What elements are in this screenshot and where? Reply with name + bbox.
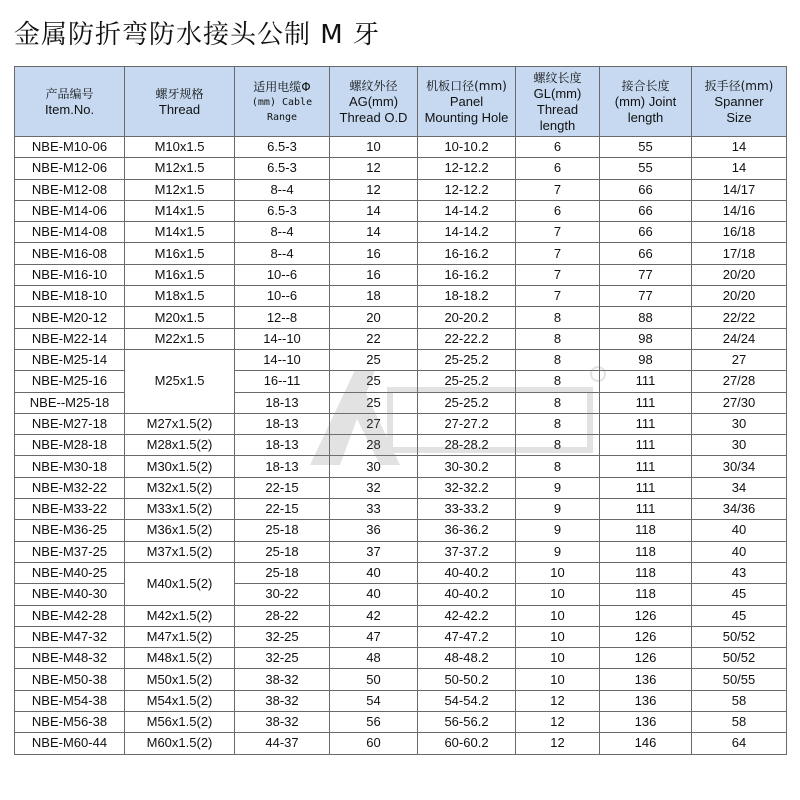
cell-item-no: NBE-M40-30	[15, 584, 125, 605]
cell-mounting-hole: 12-12.2	[418, 179, 516, 200]
table-row	[15, 626, 787, 647]
cell-spanner-size: 34	[692, 477, 787, 498]
cell-thread-length: 9	[516, 499, 600, 520]
header-cable-range-en2: Range	[266, 111, 298, 123]
cell-thread: M60x1.5(2)	[125, 733, 235, 754]
cell-thread-od: 22	[330, 328, 418, 349]
cell-spanner-size: 30/34	[692, 456, 787, 477]
table-row	[15, 222, 787, 243]
cell-mounting-hole: 25-25.2	[418, 392, 516, 413]
header-mounting-hole-en1: Panel	[449, 93, 484, 109]
cell-mounting-hole: 32-32.2	[418, 477, 516, 498]
page-title: 金属防折弯防水接头公制 M 牙	[14, 20, 380, 50]
spec-table	[14, 66, 787, 755]
cell-thread: M37x1.5(2)	[125, 541, 235, 562]
header-mounting-hole-zh: 机板口径(mm)	[426, 78, 507, 93]
table-row	[15, 712, 787, 733]
cell-thread-length: 9	[516, 541, 600, 562]
cell-cable-range: 44-37	[235, 733, 330, 754]
cell-joint-length: 55	[600, 137, 692, 158]
cell-thread-od: 42	[330, 605, 418, 626]
cell-thread-length: 8	[516, 456, 600, 477]
cell-joint-length: 111	[600, 499, 692, 520]
table-row	[15, 499, 787, 520]
header-joint-length-zh: 接合长度	[621, 78, 670, 93]
cell-item-no: NBE-M42-28	[15, 605, 125, 626]
table-row	[15, 541, 787, 562]
cell-mounting-hole: 33-33.2	[418, 499, 516, 520]
header-spanner-size-en1: Spanner	[714, 93, 764, 109]
cell-joint-length: 111	[600, 456, 692, 477]
cell-cable-range: 18-13	[235, 413, 330, 434]
cell-joint-length: 111	[600, 371, 692, 392]
header-thread-od-en1: AG(mm)	[348, 93, 399, 109]
cell-item-no: NBE-M28-18	[15, 435, 125, 456]
cell-joint-length: 136	[600, 690, 692, 711]
table-row	[15, 648, 787, 669]
cell-thread-length: 8	[516, 349, 600, 370]
header-cable-range-zh: 适用电缆Φ	[253, 79, 311, 94]
cell-thread-length: 12	[516, 733, 600, 754]
cell-cable-range: 38-32	[235, 669, 330, 690]
cell-thread-length: 6	[516, 137, 600, 158]
table-row	[15, 605, 787, 626]
cell-joint-length: 98	[600, 349, 692, 370]
header-thread-length-zh: 螺纹长度	[533, 70, 582, 85]
cell-spanner-size: 14	[692, 137, 787, 158]
header-thread	[125, 67, 235, 137]
header-cable-range	[235, 67, 330, 137]
cell-mounting-hole: 25-25.2	[418, 371, 516, 392]
cell-cable-range: 32-25	[235, 648, 330, 669]
cell-thread: M36x1.5(2)	[125, 520, 235, 541]
cell-thread-length: 7	[516, 286, 600, 307]
cell-item-no: NBE-M14-08	[15, 222, 125, 243]
cell-thread-od: 25	[330, 371, 418, 392]
header-spanner-size-en2: Size	[726, 109, 752, 125]
cell-thread: M14x1.5	[125, 222, 235, 243]
cell-joint-length: 146	[600, 733, 692, 754]
cell-thread-length: 10	[516, 584, 600, 605]
cell-item-no: NBE--M25-18	[15, 392, 125, 413]
cell-thread-length: 10	[516, 562, 600, 583]
cell-mounting-hole: 60-60.2	[418, 733, 516, 754]
cell-joint-length: 111	[600, 477, 692, 498]
header-joint-length-en1: (mm) Joint	[614, 93, 677, 109]
cell-thread: M50x1.5(2)	[125, 669, 235, 690]
cell-item-no: NBE-M48-32	[15, 648, 125, 669]
header-joint-length-en2: length	[627, 109, 664, 125]
cell-spanner-size: 16/18	[692, 222, 787, 243]
cell-cable-range: 25-18	[235, 541, 330, 562]
cell-joint-length: 118	[600, 541, 692, 562]
cell-joint-length: 66	[600, 200, 692, 221]
cell-thread-od: 40	[330, 562, 418, 583]
cell-item-no: NBE-M25-16	[15, 371, 125, 392]
cell-thread-length: 9	[516, 520, 600, 541]
cell-thread-od: 33	[330, 499, 418, 520]
cell-thread-length: 8	[516, 328, 600, 349]
cell-joint-length: 136	[600, 712, 692, 733]
cell-thread-length: 12	[516, 690, 600, 711]
table-row	[15, 179, 787, 200]
cell-item-no: NBE-M25-14	[15, 349, 125, 370]
cell-joint-length: 136	[600, 669, 692, 690]
table-row	[15, 477, 787, 498]
cell-mounting-hole: 36-36.2	[418, 520, 516, 541]
header-thread-zh: 螺牙规格	[155, 86, 204, 101]
cell-thread-length: 6	[516, 158, 600, 179]
cell-mounting-hole: 54-54.2	[418, 690, 516, 711]
cell-thread-od: 25	[330, 392, 418, 413]
cell-cable-range: 10--6	[235, 264, 330, 285]
table-body	[15, 137, 787, 755]
cell-joint-length: 126	[600, 648, 692, 669]
cell-thread-od: 16	[330, 243, 418, 264]
cell-thread-od: 56	[330, 712, 418, 733]
cell-thread-od: 25	[330, 349, 418, 370]
cell-cable-range: 6.5-3	[235, 200, 330, 221]
cell-thread-od: 50	[330, 669, 418, 690]
cell-thread: M54x1.5(2)	[125, 690, 235, 711]
cell-thread-length: 9	[516, 477, 600, 498]
header-thread-length-en2: Thread	[536, 101, 579, 117]
cell-spanner-size: 17/18	[692, 243, 787, 264]
cell-spanner-size: 45	[692, 584, 787, 605]
cell-spanner-size: 34/36	[692, 499, 787, 520]
cell-cable-range: 22-15	[235, 477, 330, 498]
cell-thread: M33x1.5(2)	[125, 499, 235, 520]
cell-item-no: NBE-M56-38	[15, 712, 125, 733]
cell-item-no: NBE-M36-25	[15, 520, 125, 541]
cell-thread: M47x1.5(2)	[125, 626, 235, 647]
cell-spanner-size: 14	[692, 158, 787, 179]
cell-thread-od: 12	[330, 179, 418, 200]
table-row	[15, 435, 787, 456]
cell-thread: M48x1.5(2)	[125, 648, 235, 669]
cell-joint-length: 66	[600, 179, 692, 200]
cell-joint-length: 98	[600, 328, 692, 349]
cell-thread-length: 8	[516, 435, 600, 456]
header-item-no-en: Item.No.	[44, 101, 95, 117]
cell-mounting-hole: 27-27.2	[418, 413, 516, 434]
cell-mounting-hole: 28-28.2	[418, 435, 516, 456]
cell-mounting-hole: 18-18.2	[418, 286, 516, 307]
cell-spanner-size: 22/22	[692, 307, 787, 328]
table-row	[15, 456, 787, 477]
cell-cable-range: 6.5-3	[235, 158, 330, 179]
cell-thread-length: 6	[516, 200, 600, 221]
cell-mounting-hole: 25-25.2	[418, 349, 516, 370]
table-header	[15, 67, 787, 137]
cell-joint-length: 77	[600, 286, 692, 307]
table-row	[15, 669, 787, 690]
cell-spanner-size: 43	[692, 562, 787, 583]
cell-joint-length: 111	[600, 392, 692, 413]
cell-thread: M22x1.5	[125, 328, 235, 349]
cell-thread-od: 16	[330, 264, 418, 285]
cell-cable-range: 14--10	[235, 328, 330, 349]
cell-cable-range: 16--11	[235, 371, 330, 392]
cell-thread-length: 10	[516, 605, 600, 626]
cell-spanner-size: 14/17	[692, 179, 787, 200]
cell-joint-length: 77	[600, 264, 692, 285]
cell-thread: M12x1.5	[125, 179, 235, 200]
cell-cable-range: 38-32	[235, 690, 330, 711]
cell-thread-od: 20	[330, 307, 418, 328]
cell-cable-range: 18-13	[235, 435, 330, 456]
cell-spanner-size: 27/30	[692, 392, 787, 413]
header-mounting-hole	[418, 67, 516, 137]
header-thread-length-en3: length	[539, 117, 576, 133]
cell-cable-range: 18-13	[235, 392, 330, 413]
cell-thread: M16x1.5	[125, 264, 235, 285]
cell-item-no: NBE-M16-10	[15, 264, 125, 285]
cell-thread-od: 12	[330, 158, 418, 179]
cell-joint-length: 55	[600, 158, 692, 179]
cell-cable-range: 25-18	[235, 520, 330, 541]
cell-joint-length: 118	[600, 520, 692, 541]
cell-thread-length: 8	[516, 392, 600, 413]
header-joint-length	[600, 67, 692, 137]
cell-spanner-size: 50/52	[692, 626, 787, 647]
cell-spanner-size: 27/28	[692, 371, 787, 392]
cell-joint-length: 118	[600, 584, 692, 605]
cell-thread-length: 8	[516, 413, 600, 434]
cell-item-no: NBE-M10-06	[15, 137, 125, 158]
cell-joint-length: 111	[600, 413, 692, 434]
cell-thread: M56x1.5(2)	[125, 712, 235, 733]
cell-thread-od: 28	[330, 435, 418, 456]
header-thread-length	[516, 67, 600, 137]
cell-cable-range: 38-32	[235, 712, 330, 733]
header-spanner-size-zh: 扳手径(mm)	[704, 78, 774, 93]
cell-cable-range: 22-15	[235, 499, 330, 520]
table-row	[15, 328, 787, 349]
cell-mounting-hole: 22-22.2	[418, 328, 516, 349]
cell-thread-od: 18	[330, 286, 418, 307]
table-row	[15, 733, 787, 754]
cell-thread-od: 32	[330, 477, 418, 498]
cell-thread-length: 8	[516, 371, 600, 392]
cell-item-no: NBE-M12-08	[15, 179, 125, 200]
cell-thread: M14x1.5	[125, 200, 235, 221]
cell-mounting-hole: 16-16.2	[418, 243, 516, 264]
cell-spanner-size: 64	[692, 733, 787, 754]
table-row	[15, 307, 787, 328]
cell-mounting-hole: 48-48.2	[418, 648, 516, 669]
cell-cable-range: 32-25	[235, 626, 330, 647]
cell-thread-od: 27	[330, 413, 418, 434]
cell-thread: M25x1.5	[125, 349, 235, 413]
cell-item-no: NBE-M20-12	[15, 307, 125, 328]
cell-thread-od: 14	[330, 222, 418, 243]
cell-thread: M32x1.5(2)	[125, 477, 235, 498]
cell-spanner-size: 20/20	[692, 286, 787, 307]
cell-cable-range: 6.5-3	[235, 137, 330, 158]
header-mounting-hole-en2: Mounting Hole	[424, 109, 509, 125]
cell-spanner-size: 30	[692, 435, 787, 456]
table-row	[15, 243, 787, 264]
cell-thread-od: 10	[330, 137, 418, 158]
cell-cable-range: 25-18	[235, 562, 330, 583]
cell-spanner-size: 50/55	[692, 669, 787, 690]
cell-item-no: NBE-M27-18	[15, 413, 125, 434]
cell-thread-length: 12	[516, 712, 600, 733]
cell-thread-length: 8	[516, 307, 600, 328]
cell-spanner-size: 40	[692, 520, 787, 541]
table-row	[15, 690, 787, 711]
cell-mounting-hole: 14-14.2	[418, 222, 516, 243]
cell-joint-length: 66	[600, 222, 692, 243]
cell-spanner-size: 58	[692, 690, 787, 711]
table-row	[15, 264, 787, 285]
header-thread-en: Thread	[158, 101, 201, 117]
header-thread-od	[330, 67, 418, 137]
cell-thread: M40x1.5(2)	[125, 562, 235, 605]
cell-thread: M16x1.5	[125, 243, 235, 264]
header-item-no	[15, 67, 125, 137]
cell-thread: M18x1.5	[125, 286, 235, 307]
cell-mounting-hole: 30-30.2	[418, 456, 516, 477]
cell-mounting-hole: 42-42.2	[418, 605, 516, 626]
cell-thread: M30x1.5(2)	[125, 456, 235, 477]
cell-mounting-hole: 12-12.2	[418, 158, 516, 179]
cell-joint-length: 126	[600, 626, 692, 647]
cell-cable-range: 10--6	[235, 286, 330, 307]
cell-cable-range: 30-22	[235, 584, 330, 605]
cell-joint-length: 88	[600, 307, 692, 328]
table-row	[15, 200, 787, 221]
cell-spanner-size: 45	[692, 605, 787, 626]
cell-thread: M20x1.5	[125, 307, 235, 328]
cell-joint-length: 66	[600, 243, 692, 264]
table-row	[15, 520, 787, 541]
cell-mounting-hole: 40-40.2	[418, 562, 516, 583]
cell-thread-od: 14	[330, 200, 418, 221]
header-thread-length-en1: GL(mm)	[533, 85, 582, 101]
cell-item-no: NBE-M14-06	[15, 200, 125, 221]
cell-item-no: NBE-M16-08	[15, 243, 125, 264]
cell-thread-od: 37	[330, 541, 418, 562]
cell-item-no: NBE-M37-25	[15, 541, 125, 562]
cell-item-no: NBE-M60-44	[15, 733, 125, 754]
cell-joint-length: 111	[600, 435, 692, 456]
cell-thread: M42x1.5(2)	[125, 605, 235, 626]
cell-item-no: NBE-M22-14	[15, 328, 125, 349]
table-row	[15, 413, 787, 434]
header-cable-range-en1: (mm) Cable	[251, 96, 313, 108]
cell-spanner-size: 24/24	[692, 328, 787, 349]
table-row	[15, 158, 787, 179]
cell-spanner-size: 50/52	[692, 648, 787, 669]
cell-thread-od: 30	[330, 456, 418, 477]
cell-item-no: NBE-M18-10	[15, 286, 125, 307]
cell-thread-length: 10	[516, 626, 600, 647]
cell-spanner-size: 40	[692, 541, 787, 562]
header-spanner-size	[692, 67, 787, 137]
table-row	[15, 562, 787, 583]
cell-thread-od: 36	[330, 520, 418, 541]
cell-thread-length: 7	[516, 222, 600, 243]
cell-mounting-hole: 14-14.2	[418, 200, 516, 221]
spec-table-container	[14, 66, 786, 755]
cell-mounting-hole: 37-37.2	[418, 541, 516, 562]
cell-cable-range: 12--8	[235, 307, 330, 328]
cell-mounting-hole: 16-16.2	[418, 264, 516, 285]
cell-cable-range: 14--10	[235, 349, 330, 370]
cell-item-no: NBE-M40-25	[15, 562, 125, 583]
cell-item-no: NBE-M54-38	[15, 690, 125, 711]
cell-mounting-hole: 10-10.2	[418, 137, 516, 158]
cell-thread-od: 47	[330, 626, 418, 647]
table-row	[15, 286, 787, 307]
cell-spanner-size: 58	[692, 712, 787, 733]
header-thread-od-en2: Thread O.D	[339, 109, 408, 125]
cell-mounting-hole: 20-20.2	[418, 307, 516, 328]
cell-item-no: NBE-M12-06	[15, 158, 125, 179]
cell-thread-length: 7	[516, 264, 600, 285]
cell-spanner-size: 14/16	[692, 200, 787, 221]
cell-spanner-size: 30	[692, 413, 787, 434]
cell-cable-range: 8--4	[235, 222, 330, 243]
cell-thread: M27x1.5(2)	[125, 413, 235, 434]
header-item-no-zh: 产品编号	[45, 86, 94, 101]
header-thread-od-zh: 螺纹外径	[349, 78, 398, 93]
cell-cable-range: 8--4	[235, 179, 330, 200]
cell-cable-range: 18-13	[235, 456, 330, 477]
table-row	[15, 349, 787, 370]
cell-mounting-hole: 56-56.2	[418, 712, 516, 733]
cell-joint-length: 118	[600, 562, 692, 583]
cell-item-no: NBE-M30-18	[15, 456, 125, 477]
cell-thread-length: 7	[516, 179, 600, 200]
cell-thread-length: 10	[516, 669, 600, 690]
cell-thread-od: 40	[330, 584, 418, 605]
cell-item-no: NBE-M33-22	[15, 499, 125, 520]
cell-spanner-size: 27	[692, 349, 787, 370]
table-row	[15, 137, 787, 158]
cell-thread-od: 54	[330, 690, 418, 711]
cell-joint-length: 126	[600, 605, 692, 626]
cell-cable-range: 28-22	[235, 605, 330, 626]
cell-item-no: NBE-M47-32	[15, 626, 125, 647]
cell-mounting-hole: 40-40.2	[418, 584, 516, 605]
cell-thread-length: 10	[516, 648, 600, 669]
cell-mounting-hole: 50-50.2	[418, 669, 516, 690]
cell-thread-od: 48	[330, 648, 418, 669]
cell-item-no: NBE-M50-38	[15, 669, 125, 690]
cell-spanner-size: 20/20	[692, 264, 787, 285]
cell-cable-range: 8--4	[235, 243, 330, 264]
cell-thread: M12x1.5	[125, 158, 235, 179]
cell-thread: M28x1.5(2)	[125, 435, 235, 456]
cell-mounting-hole: 47-47.2	[418, 626, 516, 647]
cell-item-no: NBE-M32-22	[15, 477, 125, 498]
cell-thread-od: 60	[330, 733, 418, 754]
cell-thread-length: 7	[516, 243, 600, 264]
cell-thread: M10x1.5	[125, 137, 235, 158]
